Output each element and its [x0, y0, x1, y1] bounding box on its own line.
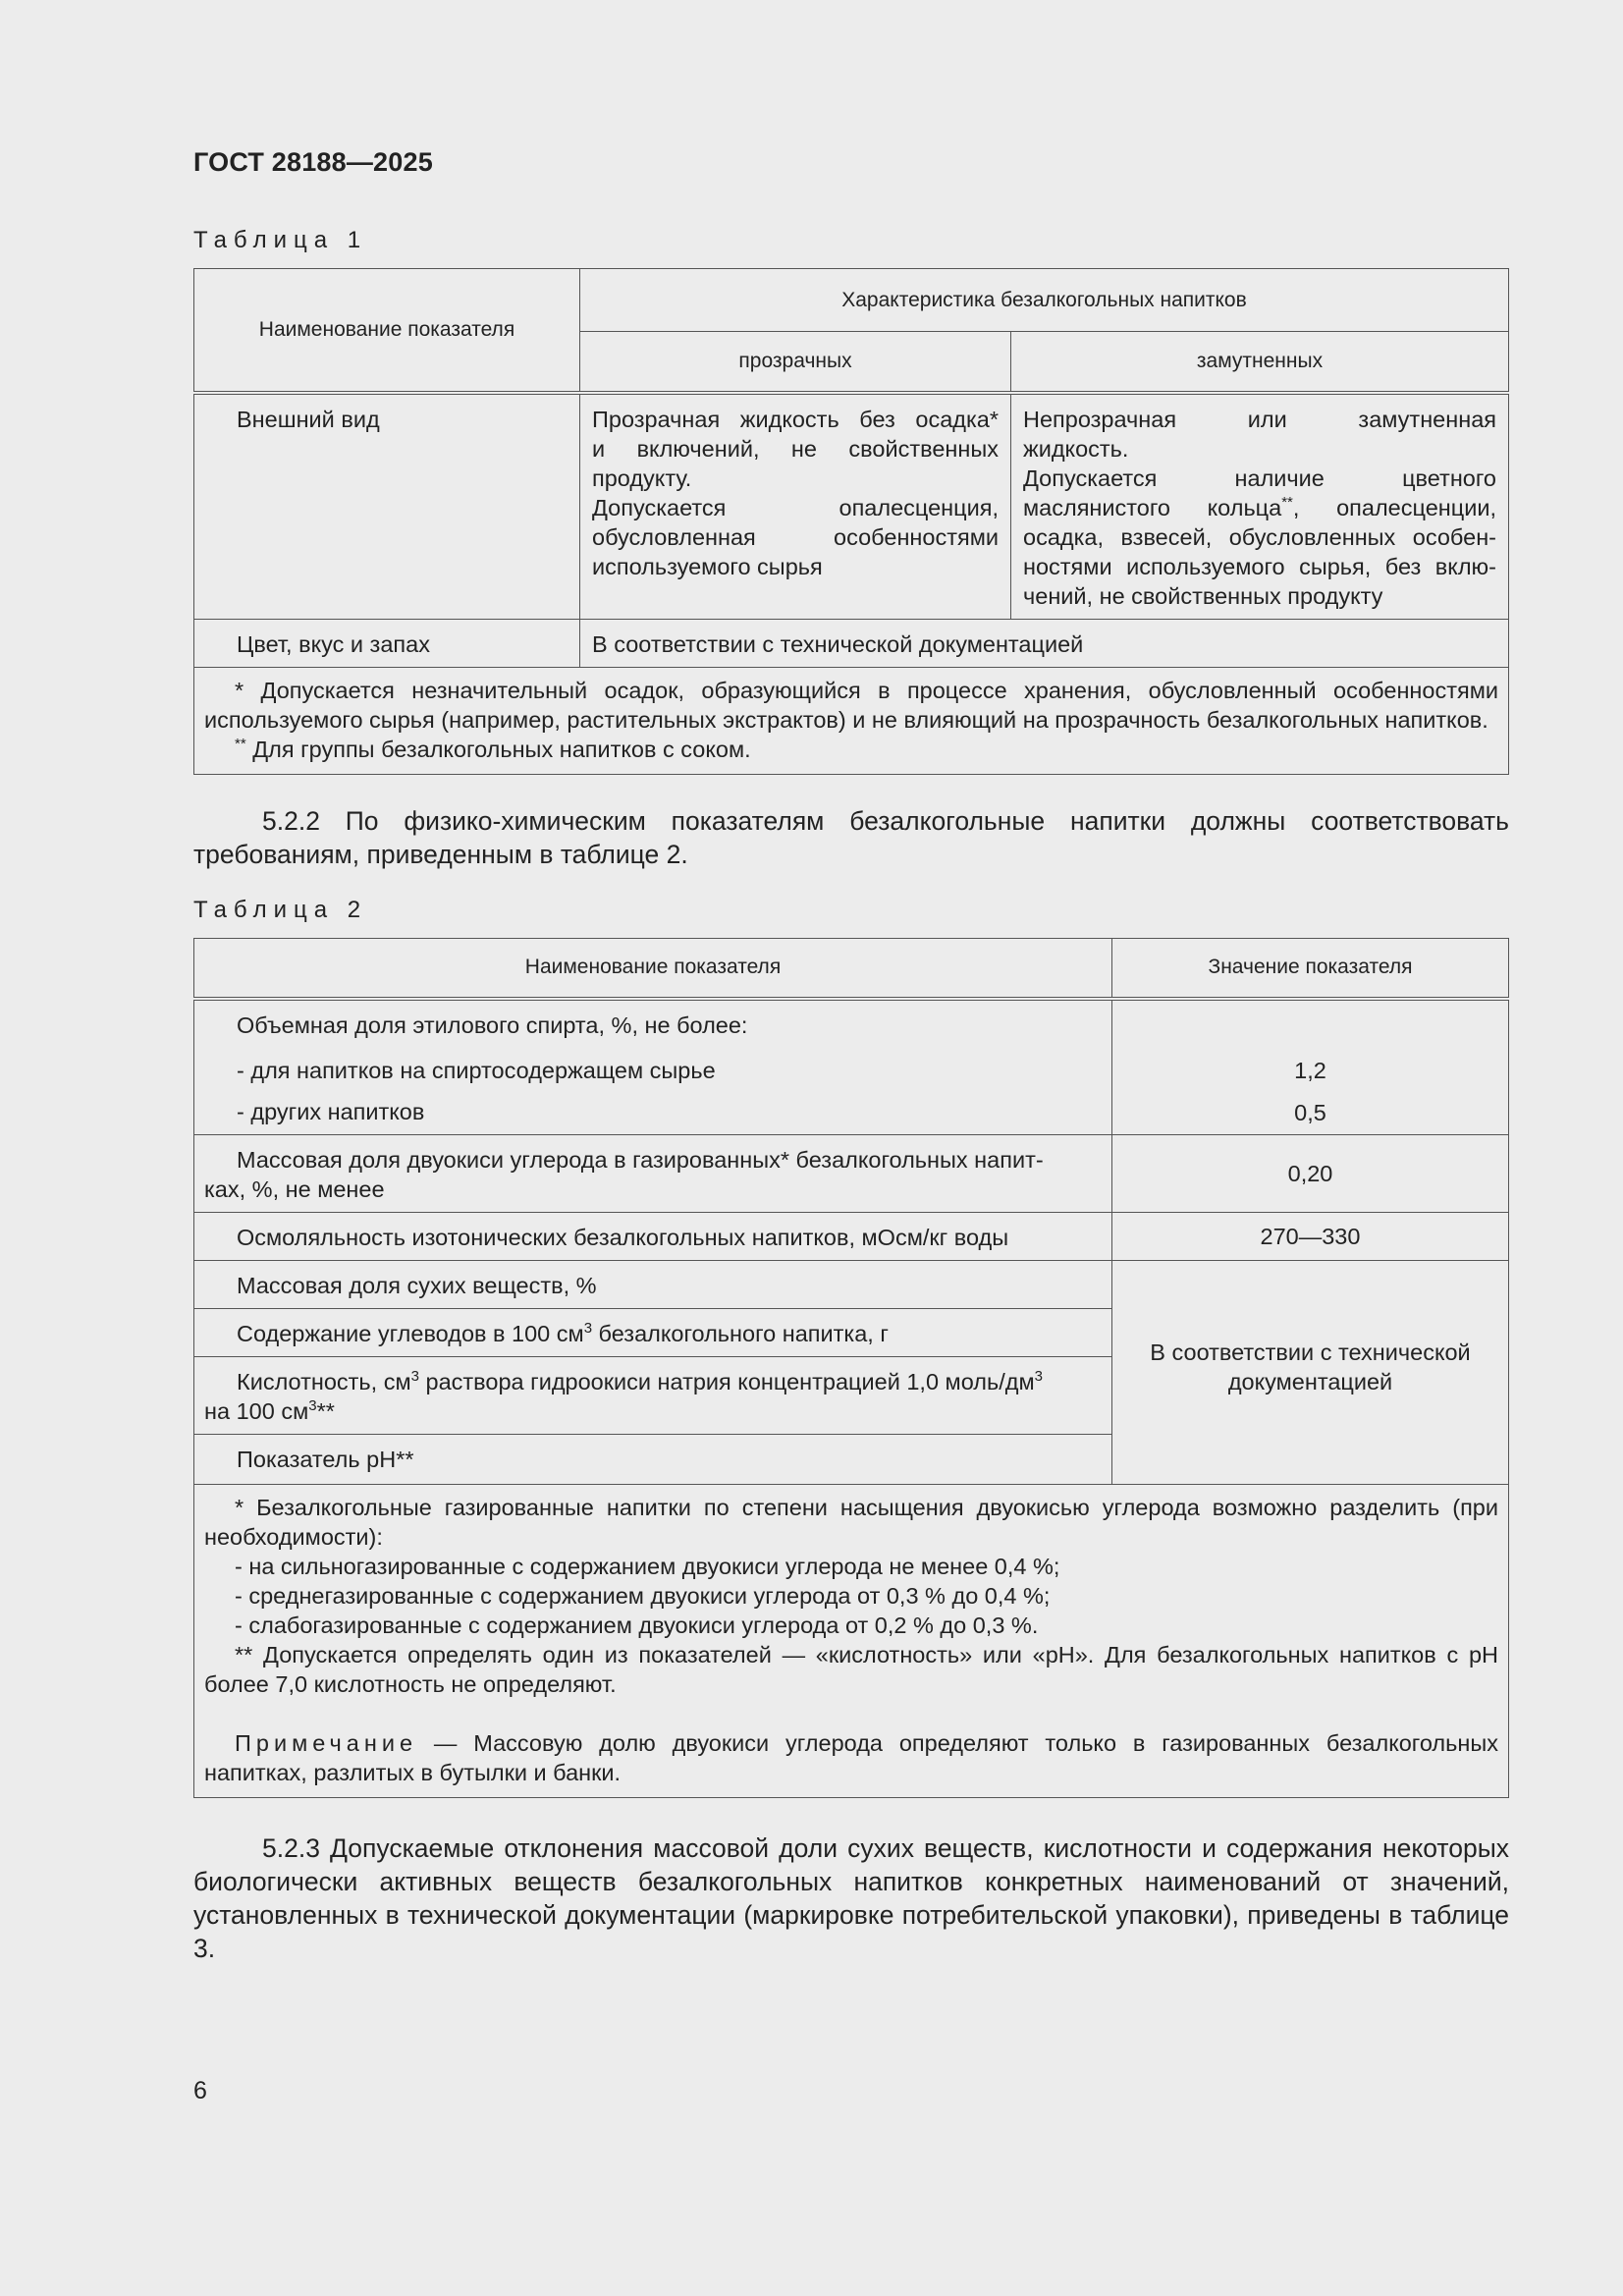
table1-row-name: Внешний вид — [194, 393, 580, 620]
table1-footnote-2: ** Для группы безалкогольных напитков с соком. — [235, 735, 751, 762]
table2-row-dry: Массовая доля сухих веществ, % В соответствии с технической документацией — [194, 1261, 1509, 1309]
table1-row-name: Цвет, вкус и запах — [194, 619, 580, 667]
table2 — [193, 938, 1509, 1799]
table1-row-color — [194, 619, 1509, 667]
table1-cell-clear: Прозрачная жидкость без осадка* и включений, не свойственных продукту. Допускается опалесценция, обусловленная особенностями используемого сырья — [580, 393, 1011, 620]
table2-row-ph: Показатель pH** — [194, 1435, 1509, 1485]
table2-col-name: Наименование показателя — [194, 938, 1112, 999]
table2-row-ethanol: Объемная доля этилового спирта, %, не более: — [194, 999, 1509, 1050]
table1-cell-value: В соответствии с технической документацией — [580, 619, 1509, 667]
page-number: 6 — [193, 2077, 207, 2105]
table1-col-cloudy: замутненных — [1011, 332, 1509, 393]
table2-row-ethanol-sub1: - для напитков на спиртосодержащем сырье 1,2 — [194, 1050, 1509, 1091]
document-page — [193, 147, 1509, 1991]
table1-caption: Таблица 1 — [193, 227, 368, 253]
table2-merged-value: В соответствии с технической документацией — [1112, 1261, 1509, 1485]
table2-row-carb: Содержание углеводов в 100 $см^3$ безалкогольного напитка, г — [194, 1309, 1509, 1357]
table2-row-co2: Массовая доля двуокиси углерода в газированных* безалкогольных напит- ках, %, не менее 0,20 — [194, 1135, 1509, 1213]
table1-row-appearance — [194, 393, 1509, 620]
table2-col-value: Значение показателя — [1112, 938, 1509, 999]
table1-footnote-1: * Допускается незначительный осадок, образующийся в процессе хранения, обусловленный особенностями используемого сырья (например, растительных экстрактов) и не влияющий на прозрачность безалкогольных напитков. — [204, 677, 1498, 733]
paragraph-5-2-2: 5.2.2 По физико-химическим показателям безалкогольные напитки должны соответствовать требованиям, приведенным в таблице 2. — [193, 805, 1509, 869]
table2-caption: Таблица 2 — [193, 896, 368, 923]
table2-footnotes: * Безалкогольные газированные напитки по степени насыщения двуокисью углерода возможно разделить (при необходимости): - на сильногазированные с содержанием двуокиси углерода не менее 0,4 %; - среднегазированные с содержанием двуокиси углерода от 0,3 % до 0,4 %; - слабогазированные с содержанием двуокиси углерода от 0,2 % до 0,3 %. ** Допускается определять один из показателей — «кислотность» или «pH». Для безалкогольных напитков с pH более 7,0 кислотность не определяют. Примечание — Массовую долю двуокиси углерода определяют только в газированных безалкогольных напитках, разлитых в бутылки и банки. — [194, 1485, 1509, 1798]
table2-row-ethanol-sub2: - других напитков 0,5 — [194, 1091, 1509, 1135]
table1 — [193, 268, 1509, 775]
paragraph-5-2-3: 5.2.3 Допускаемые отклонения массовой доли сухих веществ, кислотности и содержания некоторых биологически активных веществ безалкогольных напитков конкретных наименований от значений, установленных в технической документации (маркировке потребительской упаковки), приведены в таблице 3. — [193, 1833, 1509, 1963]
table1-col-clear: прозрачных — [580, 332, 1011, 393]
table1-footnotes — [194, 667, 1509, 774]
table1-col-group: Характеристика безалкогольных напитков — [580, 269, 1509, 332]
table2-row-osmolality: Осмоляльность изотонических безалкогольных напитков, мОсм/кг воды 270—330 — [194, 1213, 1509, 1261]
table1-col-name: Наименование показателя — [194, 269, 580, 393]
table2-row-acidity: Кислотность, $см^3$ раствора гидроокиси натрия концентрацией 1,0 моль/$дм^3$ на 100 $см^3**$ — [194, 1357, 1509, 1435]
document-header: ГОСТ 28188—2025 — [193, 147, 433, 177]
table1-cell-cloudy: Непрозрачная или замутненная жидкость. Допускается наличие цветного маслянистого кольца**, опалесценции, осадка, взвесей, обусловленных особен- ностями используемого сырья, без вклю- чений, не свойственных продукту — [1011, 393, 1509, 620]
table2-note: Примечание — Массовую долю двуокиси углерода определяют только в газированных безалкогольных напитках, разлитых в бутылки и банки. — [204, 1730, 1498, 1785]
